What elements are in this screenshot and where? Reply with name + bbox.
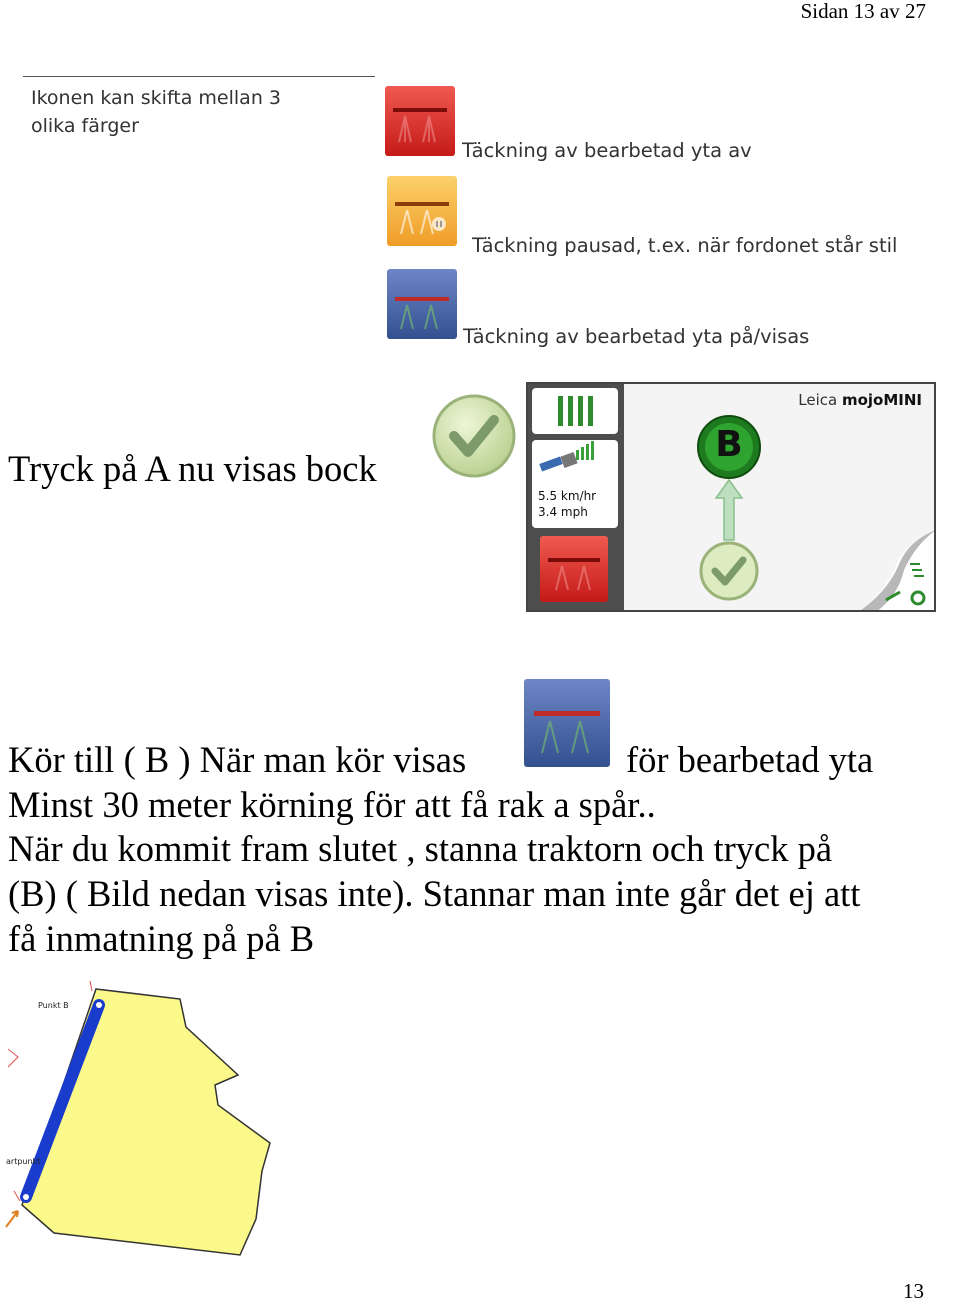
point-b-label: B <box>715 424 743 465</box>
brand-name: mojoMINI <box>841 391 922 409</box>
legend-note-line-2: olika färger <box>31 115 139 137</box>
speed-readout <box>538 488 596 520</box>
coverage-off-icon <box>540 536 608 602</box>
speed-mph: 3.4 mph <box>538 505 588 519</box>
paragraph-line-5: få inmatning på på B <box>8 918 315 959</box>
field-map <box>0 975 280 1265</box>
guidance-lines-button[interactable] <box>532 388 618 434</box>
coverage-on-icon <box>387 269 457 339</box>
paragraph-line-3: När du kommit fram slutet , stanna traktorn och tryck på <box>8 828 833 869</box>
paragraph-line-2: Minst 30 meter körning för att få rak a spår.. <box>8 784 656 825</box>
legend-label-paused: Täckning pausad, t.ex. när fordonet står stil <box>472 234 898 257</box>
speed-kmh: 5.5 km/hr <box>538 489 597 503</box>
page-curl-menu-icon[interactable] <box>858 530 936 612</box>
map-label-point-b: Punkt B <box>38 1001 69 1010</box>
map-label-start-point: artpunkt <box>6 1157 41 1166</box>
paragraph-line-4: (B) ( Bild nedan visas inte). Stannar man inte går det ej att <box>8 873 861 914</box>
heading-arrow-icon <box>714 478 744 542</box>
legend-label-off: Täckning av bearbetad yta av <box>462 139 752 162</box>
coverage-off-icon <box>385 86 455 156</box>
point-b-button[interactable] <box>696 414 762 480</box>
paragraph-line-1b: för bearbetad yta <box>626 739 874 780</box>
divider <box>23 76 375 77</box>
page-number: 13 <box>903 1279 924 1303</box>
page-header: Sidan 13 av 27 <box>800 0 926 23</box>
point-a-check-icon <box>698 540 760 602</box>
satellite-icon <box>532 440 618 480</box>
step-a-text: Tryck på A nu visas bock <box>8 448 377 489</box>
brand-prefix: Leica <box>798 391 842 409</box>
legend-note-line-1: Ikonen kan skifta mellan 3 <box>31 87 281 109</box>
coverage-on-inline-icon <box>524 679 610 767</box>
confirm-check-icon <box>430 392 518 485</box>
paragraph-line-1a: Kör till ( B ) När man kör visas <box>8 739 467 780</box>
device-screen <box>526 382 936 612</box>
legend-note <box>31 84 351 140</box>
coverage-toggle-button[interactable] <box>540 536 608 602</box>
lines-icon <box>532 388 618 434</box>
legend-label-on: Täckning av bearbetad yta på/visas <box>463 325 810 348</box>
coverage-paused-icon <box>387 176 457 246</box>
device-brand <box>798 391 922 409</box>
